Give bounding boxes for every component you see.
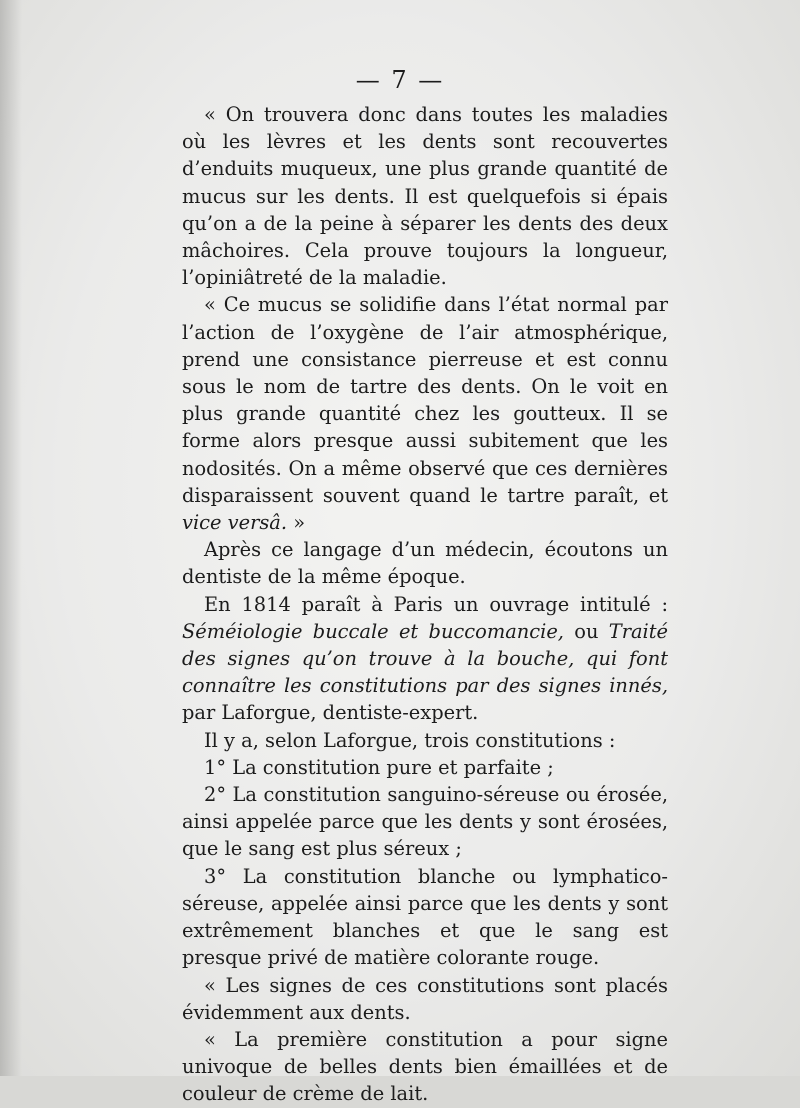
paragraph-tartar-quote bbox=[182, 291, 668, 536]
list-item-constitution-2: 2° La constitution sanguino-séreuse ou érosée, ainsi appelée parce que les dents y sont érosées, que le sang est plus séreux ; bbox=[182, 783, 668, 861]
book-title-connector: ou bbox=[563, 619, 609, 643]
book-subtitle: Traité des signes qu’on trouve à la bouche, qui font connaître les constitutions par des signes innés, bbox=[182, 619, 668, 698]
list-item-constitution-3: 3° La constitution blanche ou lymphatico-séreuse, appelée ainsi parce que les dents y sont extrêmement blanches et que le sang est presque privé de matière colorante rouge. bbox=[182, 864, 668, 970]
page-number: — 7 — bbox=[355, 66, 445, 94]
paragraph-mucus-quote: « On trouvera donc dans toutes les maladies où les lèvres et les dents sont recouvertes d’enduits muqueux, une plus grande quantité de mucus sur les dents. Il est quelquefois si épais qu’on a de la peine à séparer les dents des deux mâchoires. Cela prouve toujours la longueur, l’opiniâtreté de la maladie. bbox=[182, 103, 668, 290]
paragraph-tartar-text: « Ce mucus se solidifie dans l’état normal par l’action de l’oxygène de l’air atmosphérique, prend une consistance pierreuse et est connu sous le nom de tartre des dents. On le voit en plus grande quantité chez les goutteux. Il se forme alors presque aussi subitement que les nodosités. On a même observé que ces dernières disparaissent souvent quand le tartre paraît, et bbox=[182, 293, 668, 507]
vice-versa-text: vice versâ. bbox=[182, 511, 288, 535]
book-author: par Laforgue, dentiste-expert. bbox=[182, 701, 479, 725]
page-edge-shadow bbox=[0, 0, 22, 1076]
closing-quote: » bbox=[287, 511, 306, 535]
book-title: Séméiologie buccale et buccomancie, bbox=[182, 619, 564, 643]
list-item-constitution-1: 1° La constitution pure et parfaite ; bbox=[204, 755, 554, 779]
paragraph-book-1814 bbox=[182, 591, 668, 727]
paragraph-signs-quote: « Les signes de ces constitutions sont placés évidemment aux dents. bbox=[182, 973, 668, 1024]
paragraph-first-constitution-quote: « La première constitution a pour signe univoque de belles dents bien émaillées et de couleur de crème de lait. bbox=[182, 1027, 668, 1106]
paragraph-three-constitutions: Il y a, selon Laforgue, trois constitutions : bbox=[204, 728, 616, 752]
paragraph-book-intro: En 1814 paraît à Paris un ouvrage intitulé : bbox=[204, 592, 668, 616]
paragraph-dentist-intro: Après ce langage d’un médecin, écoutons un dentiste de la même époque. bbox=[182, 538, 668, 589]
body-text bbox=[182, 101, 668, 1108]
